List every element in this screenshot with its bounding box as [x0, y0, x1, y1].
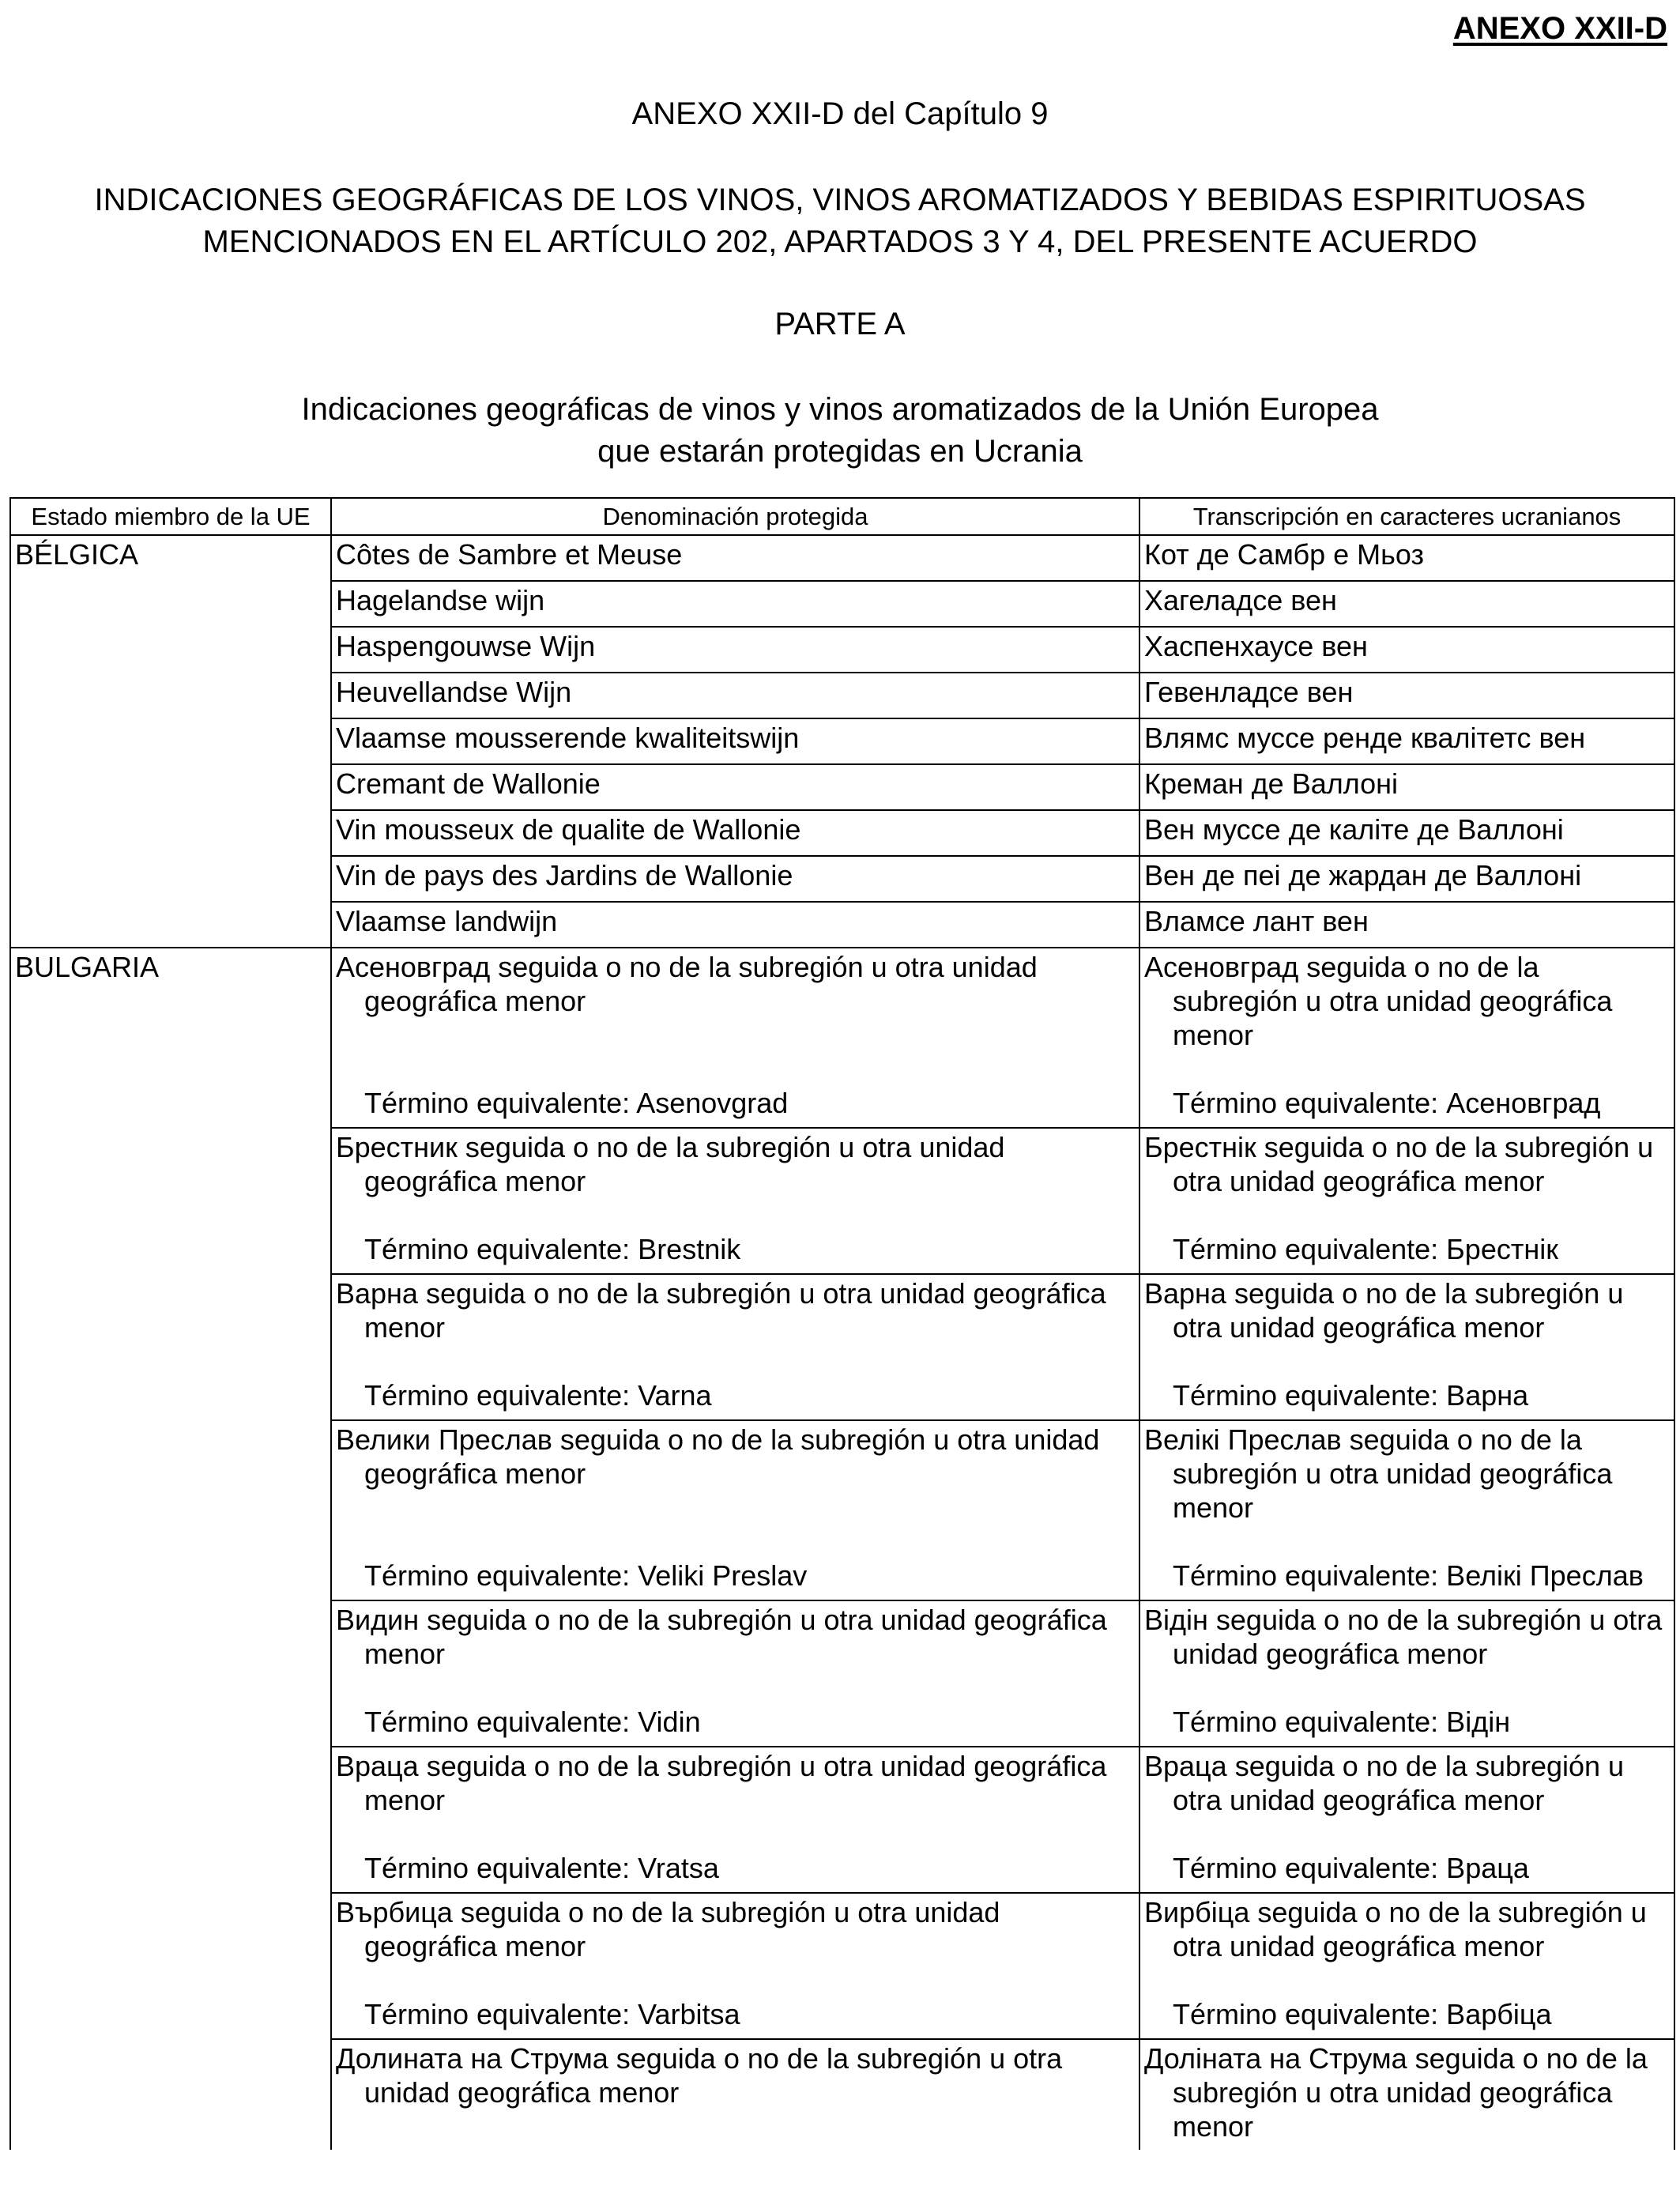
protected-name-text: Брестник seguida o no de la subregión u otra unidad geográfica menor [336, 1131, 1005, 1197]
transcription-cell: Креман де Валлоні [1139, 764, 1674, 810]
transcription-text: Велікі Преслав seguida o no de la subregión u otra unidad geográfica menor [1144, 1423, 1613, 1524]
protected-name-cell: Vin mousseux de qualite de Wallonie [331, 810, 1139, 856]
transcription-cell: Хагеладсе вен [1139, 581, 1674, 627]
protected-name-text: Велики Преслав seguida o no de la subregión u otra unidad geográfica menor [336, 1423, 1100, 1490]
protected-name-cell: Cremant de Wallonie [331, 764, 1139, 810]
part-heading: PARTE A [774, 307, 906, 341]
transcription-cell [1139, 1128, 1674, 1274]
table-header-row [10, 498, 1674, 535]
transcription-cell: Вламсе лант вен [1139, 902, 1674, 948]
transcription-cell [1139, 2039, 1674, 2150]
header-protected-name: Denominación protegida [331, 498, 1139, 535]
protected-name-equivalent: Término equivalente: Asenovgrad [364, 1087, 789, 1119]
protected-name-text: Враца seguida o no de la subregión u otra unidad geográfica menor [336, 1750, 1107, 1816]
main-heading-line-1: INDICACIONES GEOGRÁFICAS DE LOS VINOS, VINOS AROMATIZADOS Y BEBIDAS ESPIRITUOSAS [94, 183, 1586, 217]
transcription-cell [1139, 948, 1674, 1128]
protected-name-cell [331, 1274, 1139, 1420]
transcription-cell: Хаспенхаусе вен [1139, 627, 1674, 673]
member-state-cell: BULGARIA [10, 948, 331, 2150]
protected-name-equivalent: Término equivalente: Varbitsa [364, 1998, 740, 2030]
transcription-cell: Влямс муссе ренде квалітетс вен [1139, 718, 1674, 764]
protected-name-cell [331, 1747, 1139, 1893]
table-row [10, 535, 1674, 581]
transcription-cell [1139, 1600, 1674, 1747]
transcription-cell [1139, 1747, 1674, 1893]
main-heading-line-2: MENCIONADOS EN EL ARTÍCULO 202, APARTADOS 3 Y 4, DEL PRESENTE ACUERDO [202, 224, 1478, 259]
transcription-text: Асеновград seguida o no de la subregión u otra unidad geográfica menor [1144, 951, 1613, 1051]
protected-name-text: Долината на Струма seguida o no de la subregión u otra unidad geográfica menor [336, 2042, 1063, 2109]
transcription-cell: Гевенладсе вен [1139, 673, 1674, 718]
transcription-equivalent: Término equivalente: Велікі Преслав [1173, 1559, 1644, 1592]
transcription-equivalent: Término equivalente: Варна [1173, 1379, 1529, 1412]
protected-name-equivalent: Término equivalente: Vratsa [364, 1852, 719, 1884]
transcription-cell: Кот де Самбр е Мьоз [1139, 535, 1674, 581]
protected-name-text: Върбица seguida o no de la subregión u otra unidad geográfica menor [336, 1896, 1000, 1962]
protected-name-cell [331, 1893, 1139, 2039]
protected-name-equivalent: Término equivalente: Veliki Preslav [364, 1559, 808, 1592]
transcription-text: Варна seguida o no de la subregión u otra unidad geográfica menor [1144, 1277, 1624, 1344]
protected-name-cell [331, 1600, 1139, 1747]
protected-name-cell: Vlaamse mousserende kwaliteitswijn [331, 718, 1139, 764]
protected-name-cell [331, 948, 1139, 1128]
section-heading-line-1: Indicaciones geográficas de vinos y vinos aromatizados de la Unión Europea [301, 392, 1379, 427]
protected-name-cell: Heuvellandse Wijn [331, 673, 1139, 718]
protected-name-cell [331, 1128, 1139, 1274]
transcription-equivalent: Término equivalente: Брестнік [1173, 1233, 1558, 1265]
main-heading [0, 179, 1680, 263]
geographical-indications-table [9, 497, 1675, 2150]
annex-label: ANEXO XXII-D [1452, 11, 1667, 46]
transcription-cell [1139, 1893, 1674, 2039]
protected-name-text: Видин seguida o no de la subregión u otra unidad geográfica menor [336, 1604, 1107, 1670]
transcription-cell: Вен де пеі де жардан де Валлоні [1139, 856, 1674, 902]
annex-subtitle: ANEXO XXII-D del Capítulo 9 [631, 96, 1049, 131]
transcription-text: Брестнік seguida o no de la subregión u otra unidad geográfica menor [1144, 1131, 1654, 1197]
transcription-equivalent: Término equivalente: Враца [1173, 1852, 1529, 1884]
transcription-text: Доліната на Струма seguida o no de la subregión u otra unidad geográfica menor [1144, 2042, 1648, 2143]
protected-name-cell: Haspengouwse Wijn [331, 627, 1139, 673]
transcription-equivalent: Término equivalente: Відін [1173, 1706, 1511, 1738]
transcription-equivalent: Término equivalente: Асеновград [1173, 1087, 1601, 1119]
header-member-state: Estado miembro de la UE [10, 498, 331, 535]
section-heading-line-2: que estarán protegidas en Ucrania [597, 434, 1083, 469]
protected-name-equivalent: Término equivalente: Brestnik [364, 1233, 741, 1265]
protected-name-cell: Vin de pays des Jardins de Wallonie [331, 856, 1139, 902]
protected-name-cell: Hagelandse wijn [331, 581, 1139, 627]
protected-name-equivalent: Término equivalente: Vidin [364, 1706, 701, 1738]
transcription-equivalent: Término equivalente: Варбіца [1173, 1998, 1552, 2030]
member-state-cell: BÉLGICA [10, 535, 331, 948]
header-ukrainian-transcription: Transcripción en caracteres ucranianos [1139, 498, 1674, 535]
transcription-cell [1139, 1274, 1674, 1420]
transcription-text: Відін seguida o no de la subregión u otra unidad geográfica menor [1144, 1604, 1663, 1670]
protected-name-cell [331, 1420, 1139, 1600]
protected-name-equivalent: Término equivalente: Varna [364, 1379, 712, 1412]
section-heading [0, 389, 1680, 473]
protected-name-cell: Côtes de Sambre et Meuse [331, 535, 1139, 581]
protected-name-cell [331, 2039, 1139, 2150]
transcription-cell: Вен муссе де каліте де Валлоні [1139, 810, 1674, 856]
protected-name-text: Асеновград seguida o no de la subregión u otra unidad geográfica menor [336, 951, 1038, 1017]
table-row [10, 948, 1674, 1128]
transcription-text: Вирбіца seguida o no de la subregión u otra unidad geográfica menor [1144, 1896, 1647, 1962]
protected-name-cell: Vlaamse landwijn [331, 902, 1139, 948]
protected-name-text: Варна seguida o no de la subregión u otra unidad geográfica menor [336, 1277, 1106, 1344]
transcription-cell [1139, 1420, 1674, 1600]
transcription-text: Враца seguida o no de la subregión u otra unidad geográfica menor [1144, 1750, 1625, 1816]
